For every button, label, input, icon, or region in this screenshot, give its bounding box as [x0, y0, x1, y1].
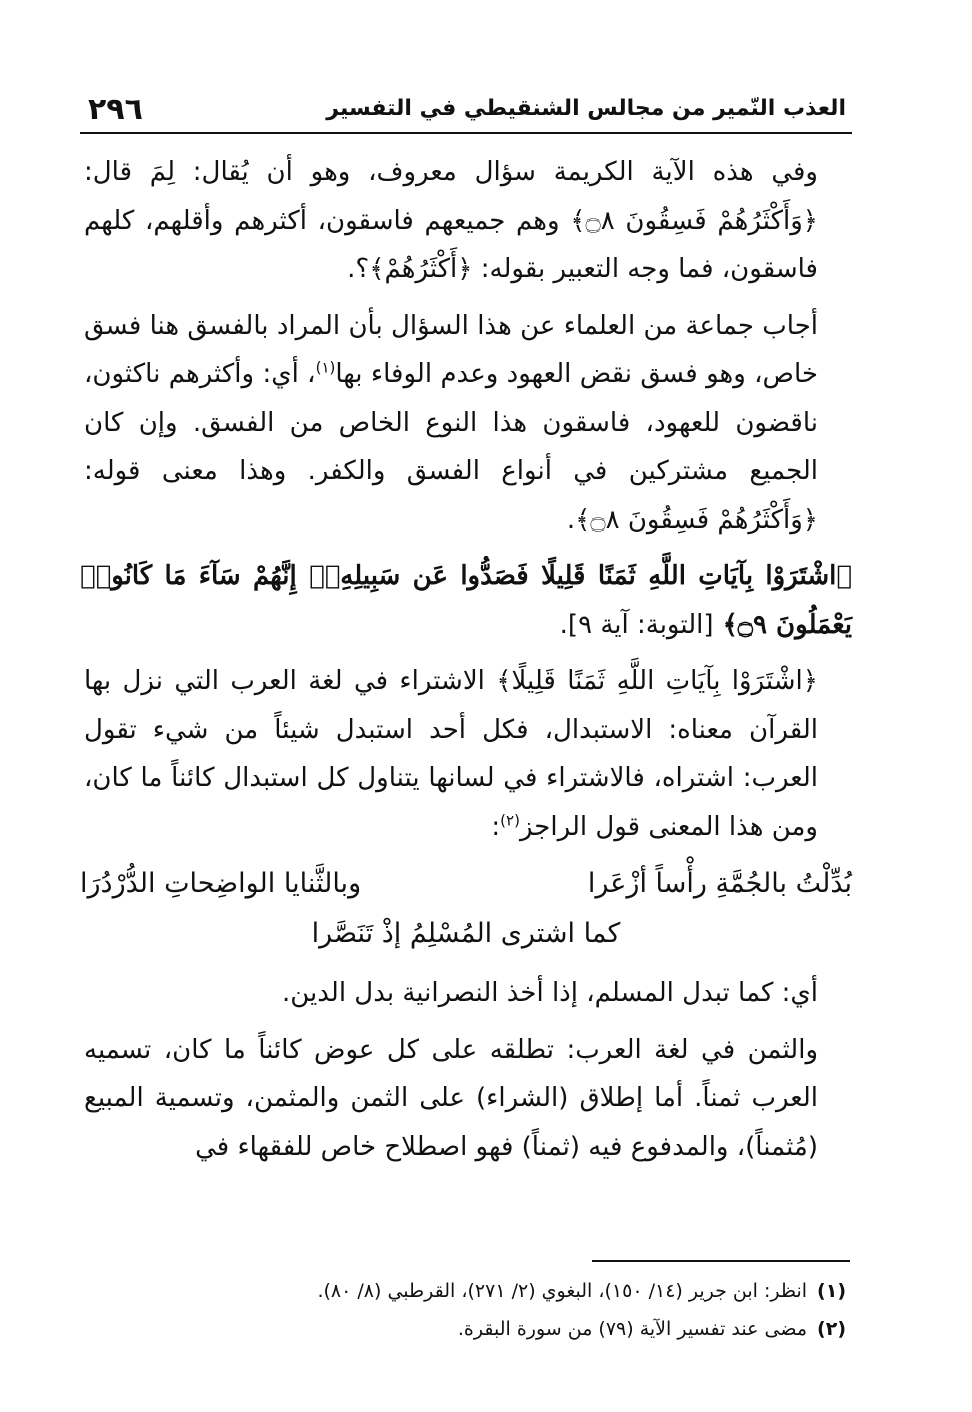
poem-hemistich-left: وبالثَّنايا الواضِحاتِ الدُّرْدُرَا	[80, 868, 362, 899]
paragraph-ishtira-part2: :	[491, 811, 501, 842]
quran-verse	[80, 552, 852, 649]
footnote-text: انظر: ابن جرير (١٤/ ١٥٠)، البغوي (٢/ ٢٧١)، القرطبي (٨/ ٨٠).	[317, 1280, 808, 1302]
paragraph-answer-part2: ، أي: وأكثرهم ناكثون، ناقضون للعهود، فاسقون هذا النوع الخاص من الفسق. وإن كان الجميع مشتركين في أنواع الفسق والكفر. وهذا معنى قوله: ﴿وَأَكْثَرُهُمْ فَسِقُونَ ۝٨﴾.	[84, 359, 818, 535]
paragraph-question: وفي هذه الآية الكريمة سؤال معروف، وهو أن يُقال: لِمَ قال: ﴿وَأَكْثَرُهُمْ فَسِقُونَ ۝٨﴾ وهم جميعهم فاسقون، أكثرهم وأقلهم، كلهم فاسقون، فما وجه التعبير بقوله: ﴿أَكْثَرُهُمْ﴾؟.	[84, 157, 818, 284]
page-number: ٢٩٦	[88, 92, 143, 127]
footnote-ref-2[interactable]: (٢)	[500, 810, 520, 829]
paragraph-meaning: أي: كما تبدل المسلم، إذا أخذ النصرانية بدل الدين.	[281, 978, 818, 1008]
paragraph-ishtira-part1: ﴿اشْتَرَوْا بِآيَاتِ اللَّهِ ثَمَنًا قَلِيلًا﴾ الاشتراء في لغة العرب التي نزل بها القرآن معناه: الاستبدال، فكل أحد استبدل شيئاً من شيء تقول العرب: اشتراه، فالاشتراء في لسانها يتناول كل استبدال كائناً ما كان، ومن هذا المعنى قول الراجز	[84, 666, 818, 842]
footnotes	[86, 1272, 846, 1348]
poem-final-line: كما اشترى المُسْلِمُ إذْ تَنَصَّرا	[311, 918, 621, 949]
page-body	[80, 134, 852, 1171]
footnote-1	[86, 1272, 846, 1310]
footnote-ref-1[interactable]: (١)	[315, 358, 336, 377]
paragraph-answer-part1: أجاب جماعة من العلماء عن هذا السؤال بأن المراد بالفسق هنا فسق خاص، وهو فسق نقض العهود وعدم الوفاء بها	[84, 310, 818, 389]
poem-row	[80, 859, 852, 909]
paragraph-ishtira	[80, 657, 852, 851]
book-page	[80, 88, 852, 1378]
footnote-text: مضى عند تفسير الآية (٧٩) من سورة البقرة.	[457, 1318, 808, 1340]
page-header	[80, 88, 852, 134]
footnote-number: (٢)	[817, 1318, 846, 1340]
paragraph-answer	[80, 302, 852, 545]
poem-hemistich-right: بُدِّلْتُ بالجُمَّةِ رأْساً أزْعَرا	[587, 868, 852, 899]
footnote-2	[86, 1310, 846, 1348]
verse-reference: [التوبة: آية ٩].	[559, 609, 714, 640]
paragraph-thaman: والثمن في لغة العرب: تطلقه على كل عوض كائناً ما كان، تسميه العرب ثمناً. أما إطلاق (الشراء) على الثمن والمثمن، وتسمية المبيع (مُثمناً)، والمدفوع فيه (ثمناً) فهو اصطلاح خاص للفقهاء في	[84, 1034, 818, 1162]
poem-block	[80, 859, 852, 959]
footnote-divider	[592, 1260, 850, 1262]
footnote-number: (١)	[817, 1280, 846, 1302]
running-title: العذب النّمير من مجالس الشنقيطي في التفسير	[326, 96, 846, 121]
verse-text: ﴿اشْتَرَوْا بِآيَاتِ اللَّهِ ثَمَنًا قَلِيلًا فَصَدُّوا عَن سَبِيلِهِۦٓ إِنَّهُمْ سَآءَ مَا كَانُوا۟ يَعْمَلُونَ ۝٩﴾	[80, 561, 852, 640]
